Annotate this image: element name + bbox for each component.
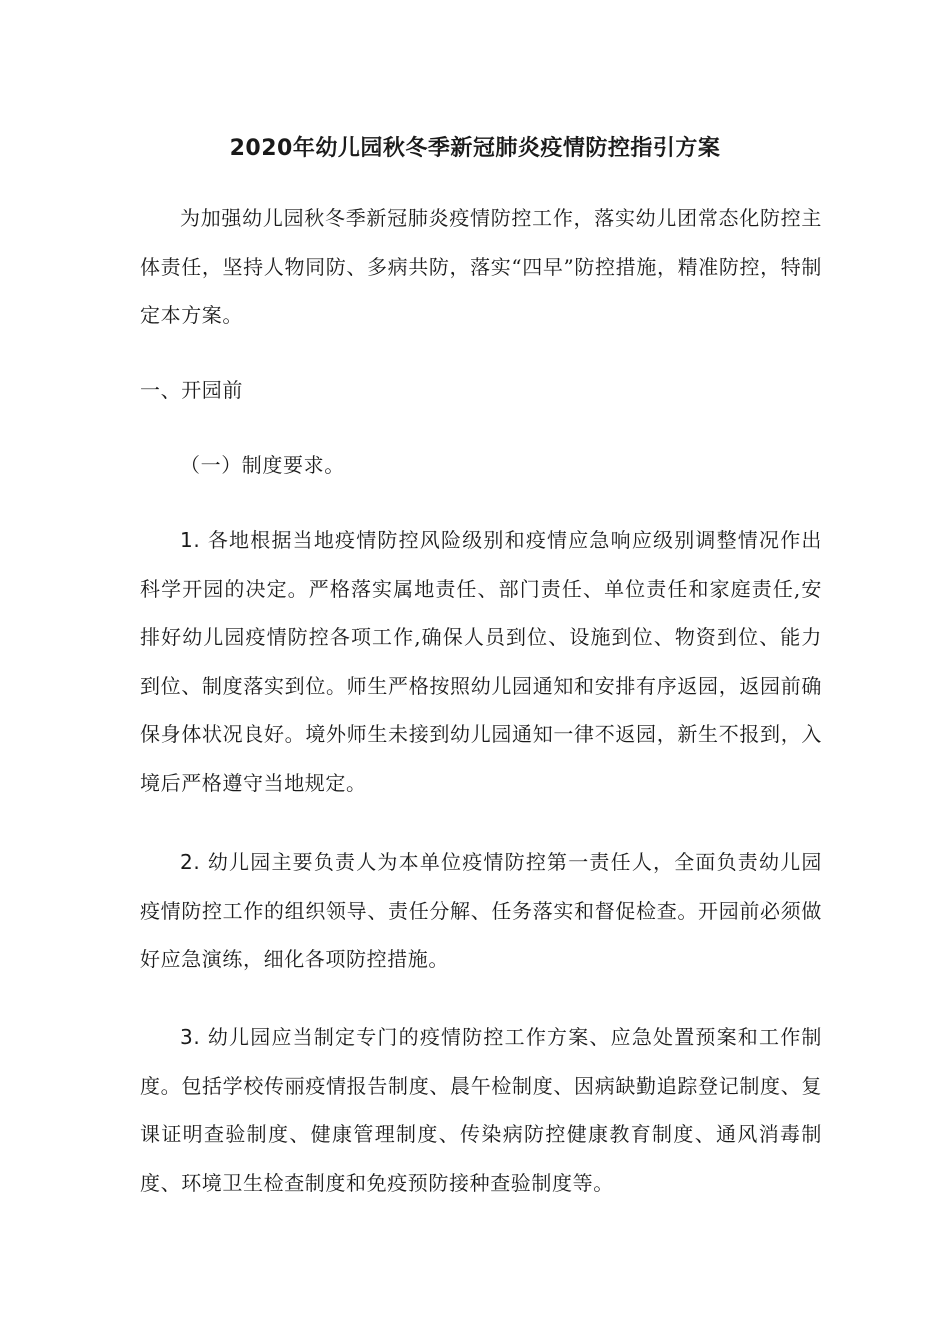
item-paragraph-1 (140, 516, 822, 807)
item-text: 各地根据当地疫情防控风险级别和疫情应急响应级别调整情况作出科学开园的决定。严格落实属地责任、部门责任、单位责任和家庭责任,安排好幼儿园疫情防控各项工作,确保人员到位、设施到位、物资到位、能力到位、制度落实到位。师生严格按照幼儿园通知和安排有序返园，返园前确保身体状况良好。境外师生未接到幼儿园通知一律不返园，新生不报到，入境后严格遵守当地规定。 (140, 528, 822, 795)
item-paragraph-2 (140, 838, 822, 984)
item-text: 幼儿园应当制定专门的疫情防控工作方案、应急处置预案和工作制度。包括学校传丽疫情报告制度、晨午检制度、因病缺勤追踪登记制度、复课证明查验制度、健康管理制度、传染病防控健康教育制度、通风消毒制度、环境卫生检查制度和免疫预防接种查验制度等。 (140, 1025, 822, 1195)
item-text: 幼儿园主要负责人为本单位疫情防控第一责任人，全面负责幼儿园疫情防控工作的组织领导、责任分解、任务落实和督促检查。开园前必须做好应急演练，细化各项防控措施。 (140, 850, 822, 971)
intro-paragraph: 为加强幼儿园秋冬季新冠肺炎疫情防控工作，落实幼儿团常态化防控主体责任，坚持人物同防、多病共防，落实“四早”防控措施，精准防控，特制定本方案。 (140, 206, 822, 327)
item-number: 2. (180, 850, 201, 874)
subsection-heading-1: （一）制度要求。 (180, 453, 345, 477)
document-title: 2020年幼儿园秋冬季新冠肺炎疫情防控指引方案 (229, 136, 721, 161)
section-heading-1: 一、开园前 (140, 378, 243, 402)
item-paragraph-3 (140, 1013, 822, 1207)
item-number: 3. (180, 1025, 201, 1049)
item-number: 1. (180, 528, 201, 552)
